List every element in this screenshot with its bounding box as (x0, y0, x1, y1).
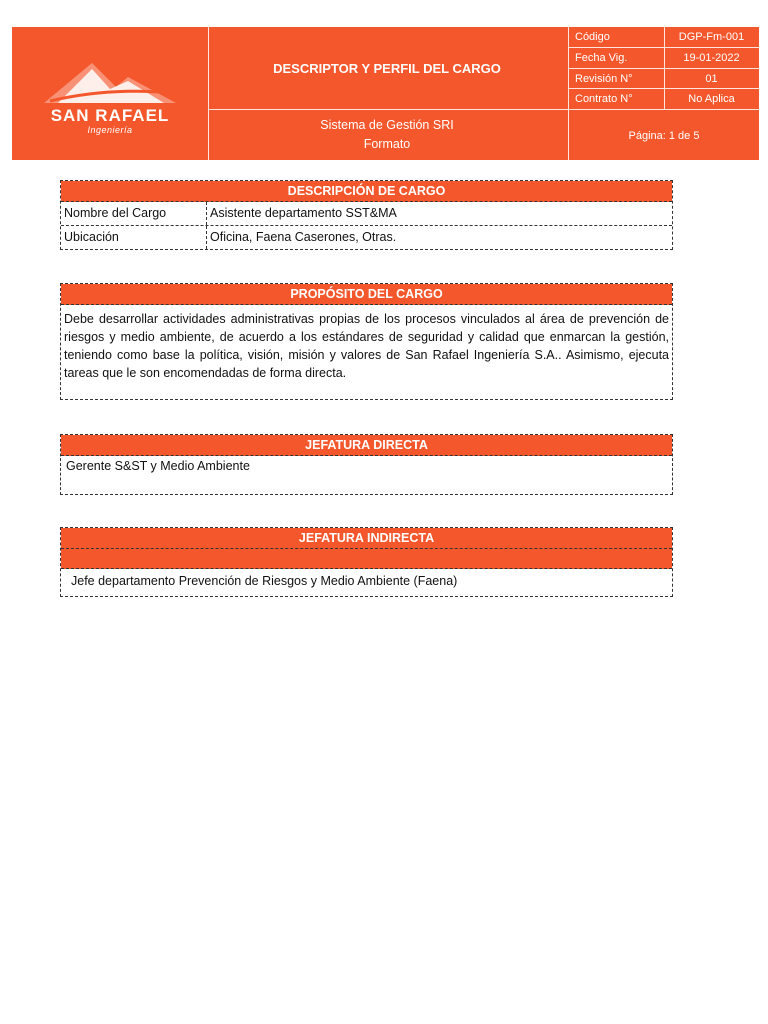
meta-value: DGP-Fm-001 (678, 31, 745, 43)
section-heading: DESCRIPCIÓN DE CARGO (61, 181, 672, 202)
meta-label: Código (575, 31, 610, 43)
company-logo (12, 27, 208, 160)
direct-supervisor: Gerente S&ST y Medio Ambiente (66, 459, 250, 473)
document-header (12, 27, 759, 160)
section-jefatura-directa (60, 434, 673, 495)
meta-row-revision (569, 69, 759, 89)
section-jefatura-indirecta (60, 527, 673, 597)
meta-value: 01 (705, 73, 718, 85)
section-heading: JEFATURA DIRECTA (61, 435, 672, 456)
meta-row-codigo (569, 27, 759, 47)
field-value: Asistente departamento SST&MA (210, 206, 397, 220)
meta-row-contrato (569, 89, 759, 109)
section-descripcion (60, 180, 673, 250)
table-row (61, 225, 672, 249)
document-subtitle (209, 110, 565, 160)
subtitle-line: Sistema de Gestión SRI (320, 118, 454, 132)
section-heading: JEFATURA INDIRECTA (61, 528, 672, 549)
meta-row-fecha (569, 48, 759, 68)
meta-value: No Aplica (688, 93, 735, 105)
meta-label: Contrato N° (575, 93, 633, 105)
field-value: Oficina, Faena Caserones, Otras. (210, 230, 397, 244)
section-heading: PROPÓSITO DEL CARGO (61, 284, 672, 305)
section-proposito (60, 283, 673, 400)
logo-name: SAN RAFAEL (50, 106, 170, 125)
indirect-supervisor: Jefe departamento Prevención de Riesgos y Medio Ambiente (Faena) (71, 574, 458, 588)
meta-value: 19-01-2022 (683, 52, 740, 64)
field-label: Nombre del Cargo (61, 202, 207, 225)
table-row (61, 202, 672, 225)
mountain-logo-icon (36, 57, 184, 107)
meta-label: Fecha Vig. (575, 52, 628, 64)
page-indicator: Página: 1 de 5 (628, 129, 700, 142)
document-title: DESCRIPTOR Y PERFIL DEL CARGO (273, 60, 501, 76)
logo-subtitle: Ingeniería (87, 125, 133, 135)
section-band (61, 549, 672, 569)
subtitle-line: Formato (363, 137, 411, 151)
purpose-text: Debe desarrollar actividades administrativas propias de los procesos vinculados al área de prevención de riesgos y medio ambiente, de acuerdo a los estándares de seguridad y calidad que enmarcan la gestión, teniendo como base la política, visión, misión y valores de San Rafael Ingeniería S.A.. Asimismo, ejecuta tareas que le son encomendadas de forma directa. (64, 312, 669, 380)
meta-label: Revisión N° (575, 73, 633, 85)
field-label: Ubicación (61, 226, 207, 249)
